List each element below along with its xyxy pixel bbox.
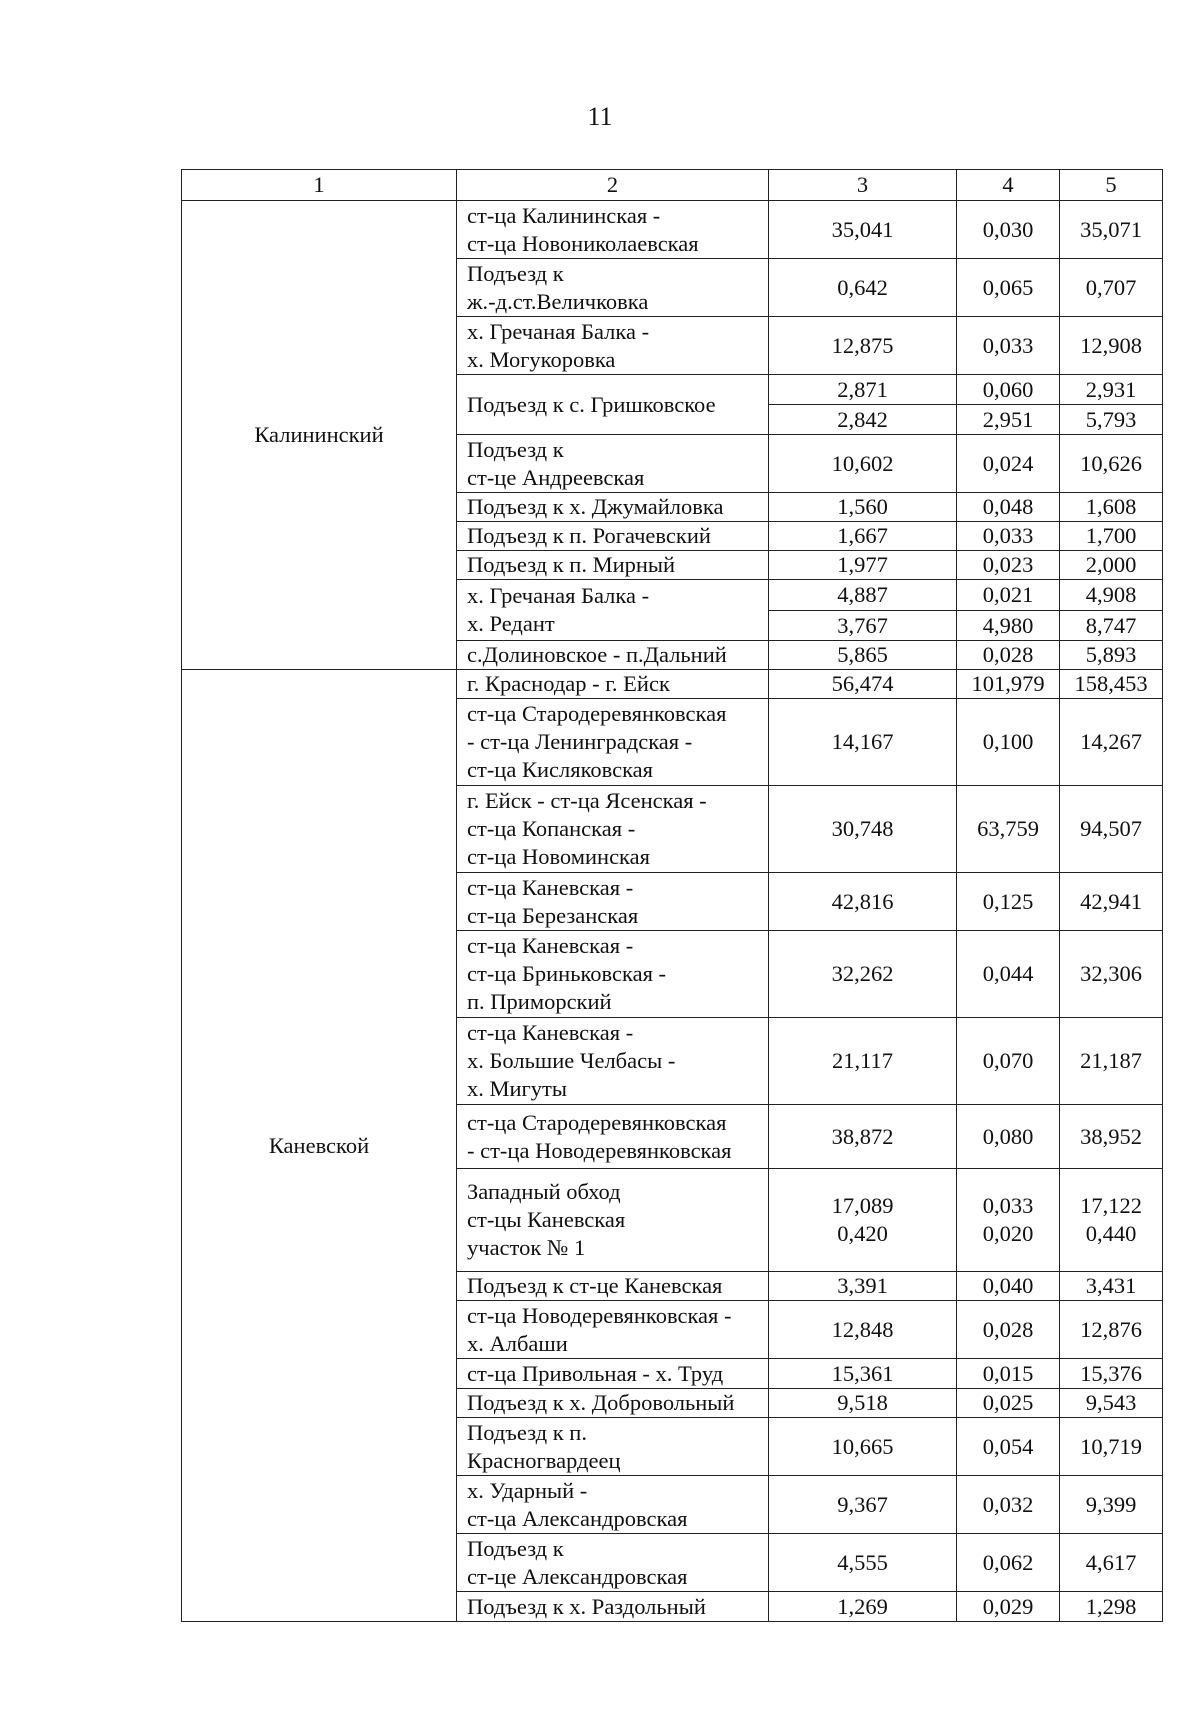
value-cell: 21,117 — [769, 1018, 957, 1105]
value-cell: 42,941 — [1060, 873, 1163, 931]
value-cell: 0,040 — [957, 1272, 1060, 1301]
value-cell: 0,060 — [957, 375, 1060, 405]
value-cell: 3,767 — [769, 611, 957, 641]
value-cell: 0,054 — [957, 1418, 1060, 1476]
value-cell: 8,747 — [1060, 611, 1163, 641]
value-cell: 9,518 — [769, 1389, 957, 1418]
value-cell: 0,021 — [957, 580, 1060, 611]
value-cell: 14,267 — [1060, 699, 1163, 786]
route-cell: Подъезд к с. Гришковское — [457, 375, 769, 435]
header-cell: 4 — [957, 170, 1060, 201]
value-cell: 9,399 — [1060, 1476, 1163, 1534]
route-cell: ст-ца Стародеревянковская - ст-ца Ленинградская - ст-ца Кисляковская — [457, 699, 769, 786]
value-cell: 4,908 — [1060, 580, 1163, 611]
route-cell: Подъезд к х. Джумайловка — [457, 493, 769, 522]
value-cell: 0,065 — [957, 259, 1060, 317]
route-cell: ст-ца Каневская - х. Большие Челбасы - х. Мигуты — [457, 1018, 769, 1105]
route-cell: Подъезд к х. Раздольный — [457, 1592, 769, 1622]
value-cell: 0,032 — [957, 1476, 1060, 1534]
value-cell: 38,952 — [1060, 1105, 1163, 1169]
value-cell: 158,453 — [1060, 670, 1163, 699]
value-cell: 1,608 — [1060, 493, 1163, 522]
route-cell: ст-ца Калининская - ст-ца Новониколаевская — [457, 201, 769, 259]
value-cell: 12,875 — [769, 317, 957, 375]
header-row — [182, 170, 1163, 201]
value-cell: 38,872 — [769, 1105, 957, 1169]
value-cell: 15,376 — [1060, 1359, 1163, 1389]
value-cell: 15,361 — [769, 1359, 957, 1389]
route-cell: ст-ца Каневская - ст-ца Бриньковская - п. Приморский — [457, 931, 769, 1018]
route-cell: Подъезд к п. Мирный — [457, 551, 769, 580]
route-cell: с.Долиновское - п.Дальний — [457, 641, 769, 670]
value-cell: 35,041 — [769, 201, 957, 259]
value-cell: 0,070 — [957, 1018, 1060, 1105]
value-cell: 2,951 — [957, 405, 1060, 435]
table-row — [182, 670, 1163, 699]
route-cell: ст-ца Привольная - х. Труд — [457, 1359, 769, 1389]
value-cell: 17,122 0,440 — [1060, 1169, 1163, 1272]
value-cell: 1,298 — [1060, 1592, 1163, 1622]
value-cell: 9,367 — [769, 1476, 957, 1534]
district-cell: Калининский — [182, 201, 457, 670]
route-cell: ст-ца Новодеревянковская - х. Албаши — [457, 1301, 769, 1359]
district-cell: Каневской — [182, 670, 457, 1622]
value-cell: 1,560 — [769, 493, 957, 522]
value-cell: 35,071 — [1060, 201, 1163, 259]
value-cell: 4,980 — [957, 611, 1060, 641]
value-cell: 3,391 — [769, 1272, 957, 1301]
value-cell: 1,667 — [769, 522, 957, 551]
value-cell: 0,030 — [957, 201, 1060, 259]
route-cell: Подъезд к п. Рогачевский — [457, 522, 769, 551]
value-cell: 1,700 — [1060, 522, 1163, 551]
route-cell: г. Ейск - ст-ца Ясенская - ст-ца Копанская - ст-ца Новоминская — [457, 786, 769, 873]
route-cell: Подъезд к х. Добровольный — [457, 1389, 769, 1418]
value-cell: 0,024 — [957, 435, 1060, 493]
value-cell: 1,269 — [769, 1592, 957, 1622]
value-cell: 10,719 — [1060, 1418, 1163, 1476]
header-cell: 5 — [1060, 170, 1163, 201]
value-cell: 2,842 — [769, 405, 957, 435]
value-cell: 12,876 — [1060, 1301, 1163, 1359]
value-cell: 17,089 0,420 — [769, 1169, 957, 1272]
route-cell: Подъезд к ст-це Каневская — [457, 1272, 769, 1301]
value-cell: 2,871 — [769, 375, 957, 405]
value-cell: 0,015 — [957, 1359, 1060, 1389]
value-cell: 0,028 — [957, 1301, 1060, 1359]
road-table — [181, 169, 1163, 1622]
value-cell: 12,908 — [1060, 317, 1163, 375]
value-cell: 0,023 — [957, 551, 1060, 580]
value-cell: 4,887 — [769, 580, 957, 611]
value-cell: 0,642 — [769, 259, 957, 317]
value-cell: 101,979 — [957, 670, 1060, 699]
value-cell: 5,893 — [1060, 641, 1163, 670]
value-cell: 4,555 — [769, 1534, 957, 1592]
value-cell: 56,474 — [769, 670, 957, 699]
value-cell: 10,602 — [769, 435, 957, 493]
route-cell: х. Ударный - ст-ца Александровская — [457, 1476, 769, 1534]
value-cell: 0,029 — [957, 1592, 1060, 1622]
value-cell: 5,865 — [769, 641, 957, 670]
value-cell: 0,707 — [1060, 259, 1163, 317]
value-cell: 10,665 — [769, 1418, 957, 1476]
value-cell: 1,977 — [769, 551, 957, 580]
value-cell: 63,759 — [957, 786, 1060, 873]
value-cell: 0,125 — [957, 873, 1060, 931]
value-cell: 0,062 — [957, 1534, 1060, 1592]
value-cell: 0,044 — [957, 931, 1060, 1018]
value-cell: 5,793 — [1060, 405, 1163, 435]
header-cell: 3 — [769, 170, 957, 201]
value-cell: 2,000 — [1060, 551, 1163, 580]
route-cell: х. Гречаная Балка - х. Могукоровка — [457, 317, 769, 375]
value-cell: 0,033 — [957, 317, 1060, 375]
value-cell: 12,848 — [769, 1301, 957, 1359]
value-cell: 0,080 — [957, 1105, 1060, 1169]
route-cell: Подъезд к ж.-д.ст.Величковка — [457, 259, 769, 317]
value-cell: 0,100 — [957, 699, 1060, 786]
value-cell: 14,167 — [769, 699, 957, 786]
value-cell: 2,931 — [1060, 375, 1163, 405]
value-cell: 0,028 — [957, 641, 1060, 670]
route-cell: Подъезд к п. Красногвардеец — [457, 1418, 769, 1476]
value-cell: 32,262 — [769, 931, 957, 1018]
value-cell: 21,187 — [1060, 1018, 1163, 1105]
header-cell: 2 — [457, 170, 769, 201]
header-cell: 1 — [182, 170, 457, 201]
route-cell: Подъезд к ст-це Александровская — [457, 1534, 769, 1592]
value-cell: 32,306 — [1060, 931, 1163, 1018]
value-cell: 94,507 — [1060, 786, 1163, 873]
route-cell: ст-ца Каневская - ст-ца Березанская — [457, 873, 769, 931]
value-cell: 0,033 0,020 — [957, 1169, 1060, 1272]
value-cell: 0,033 — [957, 522, 1060, 551]
value-cell: 9,543 — [1060, 1389, 1163, 1418]
value-cell: 0,025 — [957, 1389, 1060, 1418]
value-cell: 30,748 — [769, 786, 957, 873]
route-cell: х. Гречаная Балка - х. Редант — [457, 580, 769, 641]
route-cell: ст-ца Стародеревянковская - ст-ца Новодеревянковская — [457, 1105, 769, 1169]
value-cell: 3,431 — [1060, 1272, 1163, 1301]
value-cell: 0,048 — [957, 493, 1060, 522]
page-number: 11 — [587, 102, 613, 131]
value-cell: 10,626 — [1060, 435, 1163, 493]
route-cell: г. Краснодар - г. Ейск — [457, 670, 769, 699]
route-cell: Западный обход ст-цы Каневская участок № 1 — [457, 1169, 769, 1272]
value-cell: 4,617 — [1060, 1534, 1163, 1592]
route-cell: Подъезд к ст-це Андреевская — [457, 435, 769, 493]
table-row — [182, 201, 1163, 259]
value-cell: 42,816 — [769, 873, 957, 931]
